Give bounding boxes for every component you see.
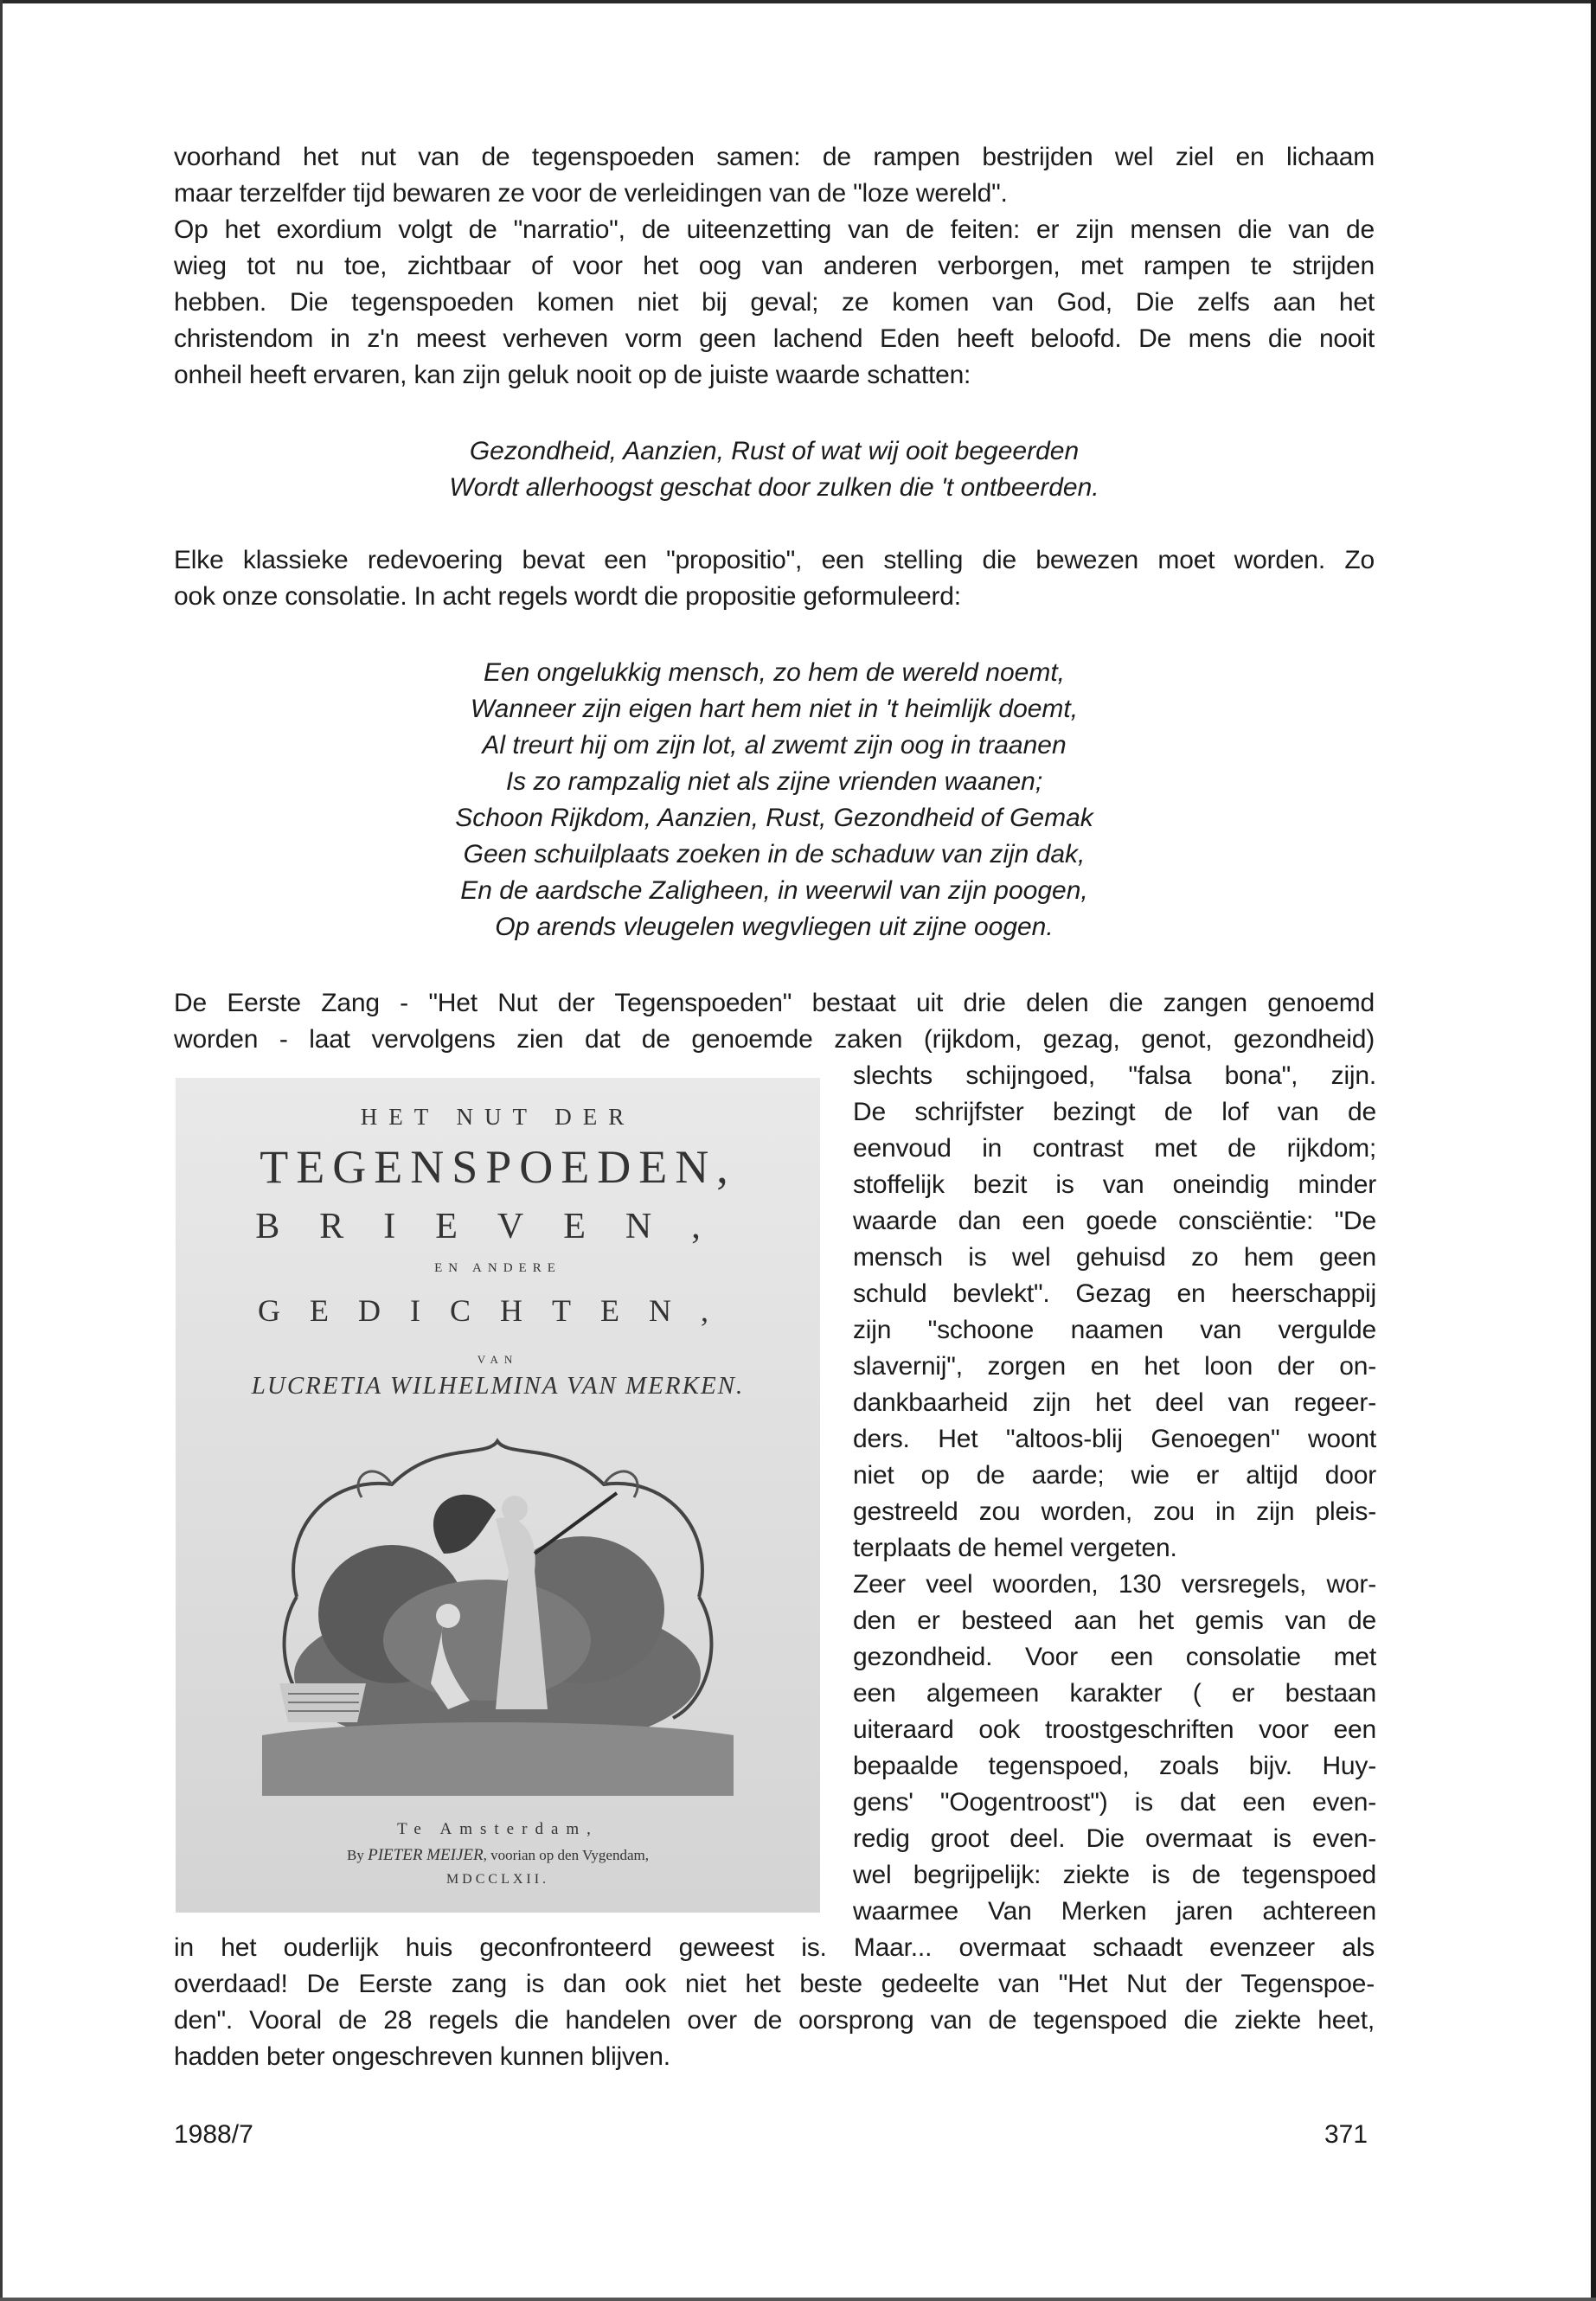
body-text-line: bepaalde tegenspoed, zoals bijv. Huy- [853,1752,1376,1780]
body-text-line: maar terzelfder tijd bewaren ze voor de verleidingen van de "loze wereld". [174,179,1008,208]
body-text-line: slavernij", zorgen en het loon der on- [853,1352,1376,1381]
title-page-illustration [176,1078,820,1913]
body-text-line: stoffelijk bezit is van oneindig minder [853,1170,1376,1199]
page-number: 371 [1324,2120,1368,2149]
title-page-title: TEGENSPOEDEN, [260,1141,736,1193]
verse-line: Al treurt hij om zijn lot, al zwemt zijn oog in traanen [482,731,1067,760]
title-page-line: GEDICHTEN, [258,1293,738,1328]
body-text-line: Op het exordium volgt de "narratio", de uiteenzetting van de feiten: er zijn mensen die van de [174,215,1375,244]
body-text-line: worden - laat vervolgens zien dat de genoemde zaken (rijkdom, gezag, genot, gezondheid) [174,1025,1375,1054]
verse-line: Gezondheid, Aanzien, Rust of wat wij ooit begeerden [469,437,1080,465]
title-page-line: EN ANDERE [434,1261,561,1275]
imprint-line: Te Amsterdam, [397,1820,599,1838]
body-text-line: terplaats de hemel vergeten. [853,1534,1177,1562]
body-text-line: waarmee Van Merken jaren achtereen [853,1897,1376,1926]
imprint-line: By PIETER MEIJER, voorian op den Vygendam, [347,1846,649,1864]
body-text-line: den er besteed aan het gemis van de [853,1606,1376,1635]
body-text-line: Zeer veel woorden, 130 versregels, wor- [853,1570,1376,1599]
body-text-line: ook onze consolatie. In acht regels wordt die propositie geformuleerd: [174,582,961,611]
body-text-line: De schrijfster bezingt de lof van de [853,1098,1376,1126]
body-text-line: een algemeen karakter ( er bestaan [853,1679,1376,1708]
verse-line: Is zo rampzalig niet als zijne vrienden waanen; [505,767,1043,796]
body-text-line: schuld bevlekt". Gezag en heerschappij [853,1279,1376,1308]
body-text-line: Elke klassieke redevoering bevat een "propositio", een stelling die bewezen moet worden. Zo [174,546,1375,574]
title-page-line: BRIEVEN, [255,1207,740,1247]
body-text-line: redig groot deel. Die overmaat is even- [853,1824,1376,1853]
issue-number: 1988/7 [174,2120,253,2149]
verse-line: Schoon Rijkdom, Aanzien, Rust, Gezondheid of Gemak [455,804,1093,832]
body-text-line: slechts schijngoed, "falsa bona", zijn. [853,1061,1376,1090]
body-text-line: niet op de aarde; wie er altijd door [853,1461,1376,1490]
verse-line: Wanneer zijn eigen hart hem niet in 't heimlijk doemt, [470,695,1079,723]
body-text-line: hebben. Die tegenspoeden komen niet bij geval; ze komen van God, Die zelfs aan het [174,288,1375,317]
body-text-line: hadden beter ongeschreven kunnen blijven. [174,2042,670,2071]
body-text-line: dankbaarheid zijn het deel van regeer- [853,1388,1376,1417]
body-text-line: gens' "Oogentroost") is dat een even- [853,1788,1376,1817]
body-text-line: christendom in z'n meest verheven vorm geen lachend Eden heeft beloofd. De mens die nooit [174,324,1375,353]
engraving-vignette [262,1424,734,1796]
scan-border-left [0,0,3,2301]
body-text-line: gezondheid. Voor een consolatie met [853,1643,1376,1671]
body-text-line: mensch is wel gehuisd zo hem geen [853,1243,1376,1272]
body-text-line: wieg tot nu toe, zichtbaar of voor het oog van anderen verborgen, met rampen te strijden [174,252,1375,280]
body-text-line: gestreeld zou worden, zou in zijn pleis- [853,1497,1376,1526]
verse-line: Op arends vleugelen wegvliegen uit zijne oogen. [495,913,1054,941]
title-page-author: LUCRETIA WILHELMINA VAN MERKEN. [251,1372,745,1400]
body-text-line: uiteraard ook troostgeschriften voor een [853,1715,1376,1744]
body-text-line: wel begrijpelijk: ziekte is de tegenspoed [853,1861,1376,1889]
scan-border-bottom [0,2298,1596,2301]
body-text-line: in het ouderlijk huis geconfronteerd geweest is. Maar... overmaat schaadt evenzeer als [174,1933,1375,1962]
body-text-line: overdaad! De Eerste zang is dan ook niet het beste gedeelte van "Het Nut der Tegenspoe- [174,1970,1375,1998]
body-text-line: De Eerste Zang - "Het Nut der Tegenspoeden" bestaat uit drie delen die zangen genoemd [174,989,1375,1017]
body-text-line: eenvoud in contrast met de rijkdom; [853,1134,1376,1163]
scan-border-top [0,0,1596,3]
body-text-line: voorhand het nut van de tegenspoeden samen: de rampen bestrijden wel ziel en lichaam [174,143,1375,171]
body-text-line: ders. Het "altoos-blij Genoegen" woont [853,1425,1376,1453]
verse-line: Geen schuilplaats zoeken in de schaduw van zijn dak, [463,840,1086,868]
body-text-line: onheil heeft ervaren, kan zijn geluk nooit op de juiste waarde schatten: [174,361,971,389]
verse-line: Wordt allerhoogst geschat door zulken die 't ontbeerden. [449,473,1099,502]
title-page-line: VAN [477,1353,519,1366]
body-text-line: waarde dan een goede consciëntie: "De [853,1207,1376,1235]
title-page-line: HET NUT DER [360,1104,636,1130]
verse-line: Een ongelukkig mensch, zo hem de wereld noemt, [483,658,1066,687]
body-text-line: zijn "schoone naamen van vergulde [853,1316,1376,1344]
body-text-line: den". Vooral de 28 regels die handelen over de oorsprong van de tegenspoed die ziekte heet, [174,2006,1375,2035]
verse-line: En de aardsche Zaligheen, in weerwil van zijn poogen, [460,876,1088,905]
scan-border-right [1591,0,1596,2301]
imprint-line: MDCCLXII. [445,1872,550,1887]
